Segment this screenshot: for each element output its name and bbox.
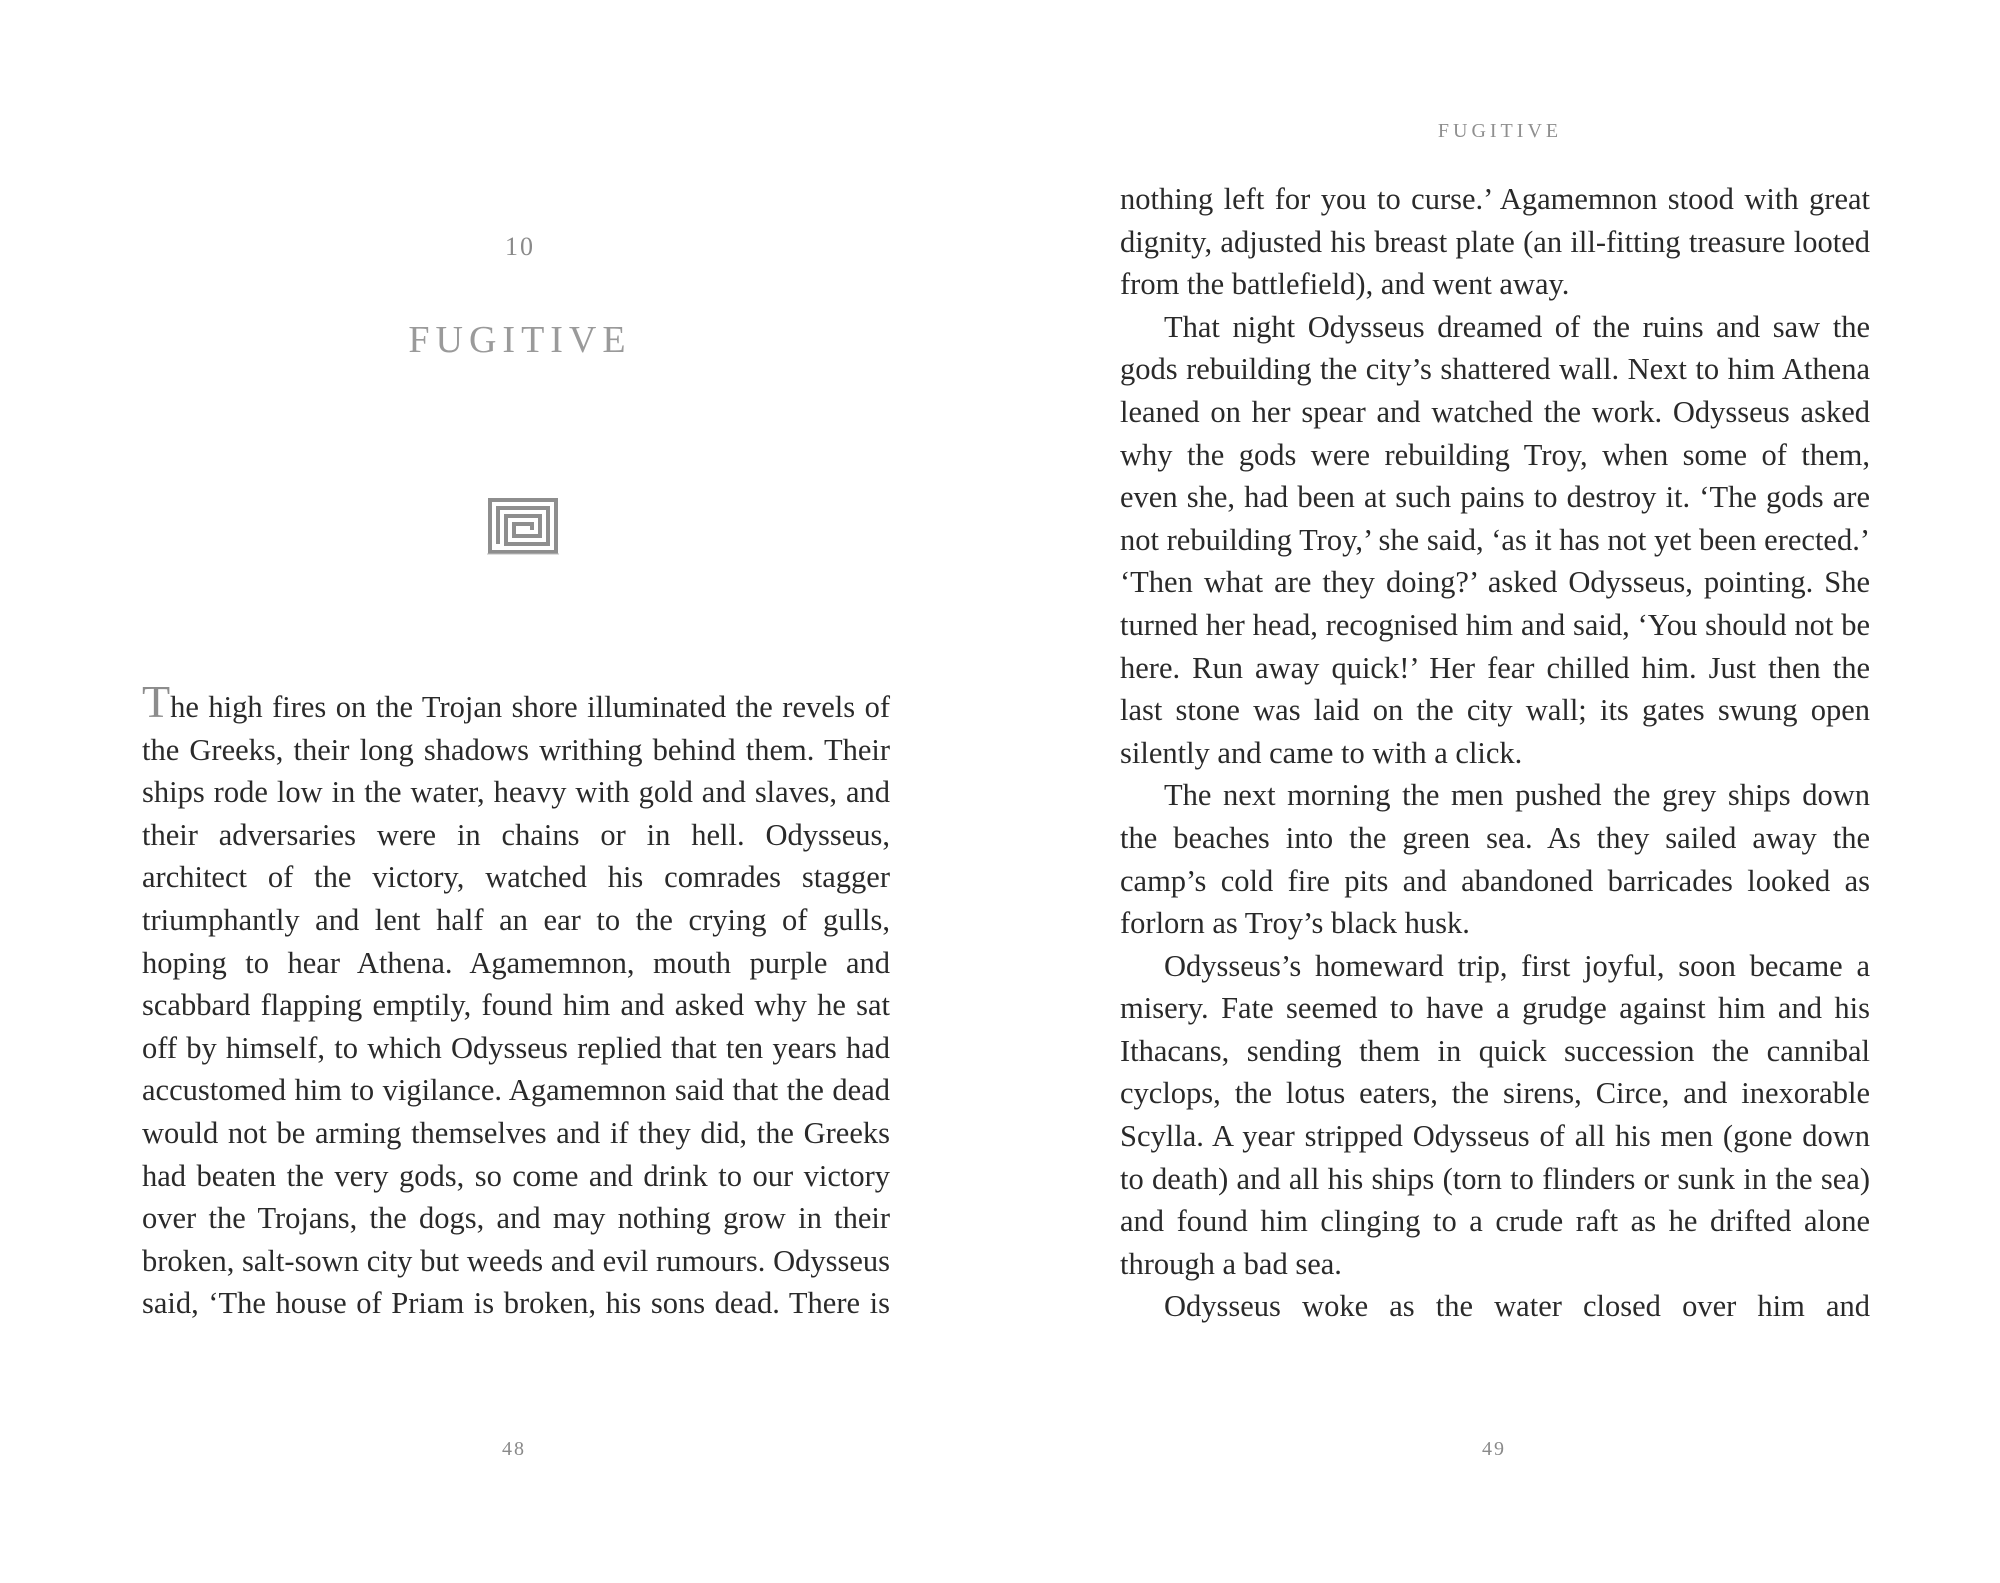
paragraph: Odysseus’s homeward trip, first joyful, soon became a misery. Fate seemed to have a grudge against him and his Ithacans, sending them in quick succession the cannibal cyclops, the lotus eaters, the sirens, Circe, and inexorable Scylla. A year stripped Odysseus of all his men (gone down to death) and all his ships (torn to flinders or sunk in the sea) and found him clinging to a crude raft as he drifted alone through a bad sea. bbox=[1120, 948, 1870, 1281]
chapter-title: FUGITIVE bbox=[408, 319, 632, 361]
paragraph: The next morning the men pushed the grey ships down the beaches into the green sea. As they sailed away the camp’s cold fire pits and abandoned barricades looked as forlorn as Troy’s black husk. bbox=[1120, 778, 1870, 941]
drop-initial: T bbox=[142, 676, 171, 727]
greek-key-ornament-icon bbox=[487, 497, 559, 555]
right-page bbox=[1000, 0, 2000, 1583]
chapter-opening-paragraph bbox=[142, 676, 890, 1325]
page-number: 49 bbox=[1482, 1438, 1506, 1460]
paragraph: Odysseus woke as the water closed over him and bbox=[1164, 1289, 1870, 1324]
paragraph: That night Odysseus dreamed of the ruins and saw the gods rebuilding the city’s shattered wall. Next to him Athena leaned on her spear and watched the work. Odysseus asked why the gods were rebuilding Troy, when some of them, even she, had been at such pains to destroy it. ‘The gods are not rebuilding Troy,’ she said, ‘as it has not yet been erected.’ ‘Then what are they doing?’ asked Odysseus, pointing. She turned her head, recognised him and said, ‘You should not be here. Run away quick!’ Her fear chilled him. Just then the last stone was laid on the city wall; its gates swung open silently and came to with a click. bbox=[1120, 309, 1870, 770]
running-head: FUGITIVE bbox=[1437, 120, 1563, 142]
paragraph-text: he high fires on the Trojan shore illuminated the revels of the Greeks, their long shadows writhing behind them. Their ships rode low in the water, heavy with gold and slaves, and their adversaries were in chains or in hell. Odysseus, architect of the victory, watched his comrades stagger triumphantly and lent half an ear to the crying of gulls, hoping to hear Athena. Agamemnon, mouth purple and scabbard flapping emptily, found him and asked why he sat off by himself, to which Odysseus replied that ten years had accustomed him to vigilance. Agamemnon said that the dead would not be arming themselves and if they did, the Greeks had beaten the very gods, so come and drink to our victory over the Trojans, the dogs, and may nothing grow in their broken, salt-sown city but weeds and evil rumours. Odysseus said, ‘The house of Priam is broken, his sons dead. There is bbox=[142, 690, 890, 1321]
paragraph-continued: nothing left for you to curse.’ Agamemnon stood with great dignity, adjusted his breast plate (an ill-fitting treasure looted from the battlefield), and went away. bbox=[1120, 182, 1870, 302]
body-text bbox=[1120, 178, 1870, 1328]
chapter-number: 10 bbox=[505, 232, 535, 261]
page-number: 48 bbox=[502, 1438, 526, 1460]
